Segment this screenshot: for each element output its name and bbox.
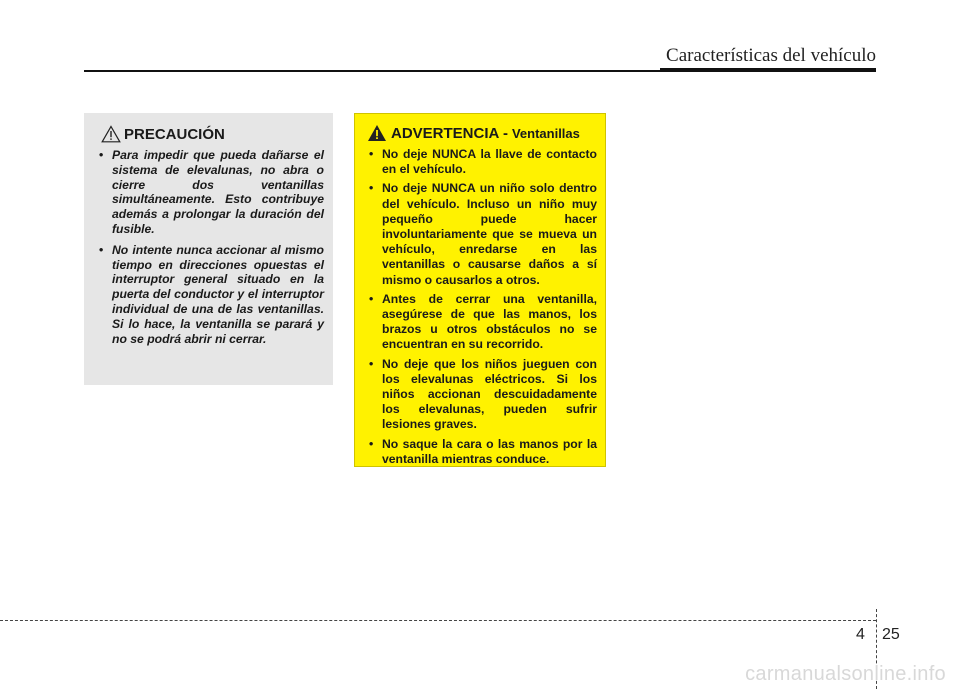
warning-item: • No deje NUNCA la llave de contacto en el vehículo. bbox=[365, 147, 597, 177]
caution-item: • Para impedir que pueda dañarse el sistema de elevalunas, no abra o cierre dos ventanillas simultáneamente. Esto contribuye además a prolongar la duración del fusible. bbox=[95, 148, 324, 237]
warning-heading: ADVERTENCIA - bbox=[391, 124, 508, 142]
page-chapter: 4 bbox=[856, 626, 865, 643]
watermark: carmanualsonline.info bbox=[745, 663, 946, 685]
warning-list bbox=[365, 147, 597, 467]
warning-item: • No saque la cara o las manos por la ventanilla mientras conduce. bbox=[365, 437, 597, 467]
caution-item: • No intente nunca accionar al mismo tiempo en direcciones opuestas el interruptor general situado en la puerta del conductor y el interruptor individual de una de las ventanillas. Si lo hace, la ventanilla se parará y no se podrá abrir ni cerrar. bbox=[95, 243, 324, 347]
warning-item: • No deje que los niños jueguen con los elevalunas eléctricos. Si los niños accionan descuidadamente los elevalunas, pueden sufrir lesiones graves. bbox=[365, 357, 597, 433]
footer-rule bbox=[0, 620, 876, 621]
warning-triangle-icon bbox=[367, 124, 387, 142]
page-number: 25 bbox=[882, 626, 900, 643]
header-title: Características del vehículo bbox=[666, 45, 876, 66]
warning-subheading: Ventanillas bbox=[511, 125, 580, 141]
caution-heading: PRECAUCIÓN bbox=[124, 125, 225, 143]
caution-triangle-icon bbox=[101, 125, 121, 143]
warning-heading-row bbox=[365, 124, 597, 142]
warning-box bbox=[354, 113, 606, 467]
warning-item: • No deje NUNCA un niño solo dentro del vehículo. Incluso un niño muy pequeño puede hacer involuntariamente que se mueva un vehículo, enredarse en las ventanillas o causarse daños a sí mismo o causarlos a otros. bbox=[365, 181, 597, 287]
caution-box bbox=[84, 113, 333, 385]
warning-item: • Antes de cerrar una ventanilla, asegúrese de que las manos, los brazos u otros obstáculos no se encuentran en su recorrido. bbox=[365, 292, 597, 353]
caution-heading-row bbox=[95, 125, 324, 143]
caution-list bbox=[95, 148, 324, 346]
header-rule-accent bbox=[660, 68, 876, 72]
